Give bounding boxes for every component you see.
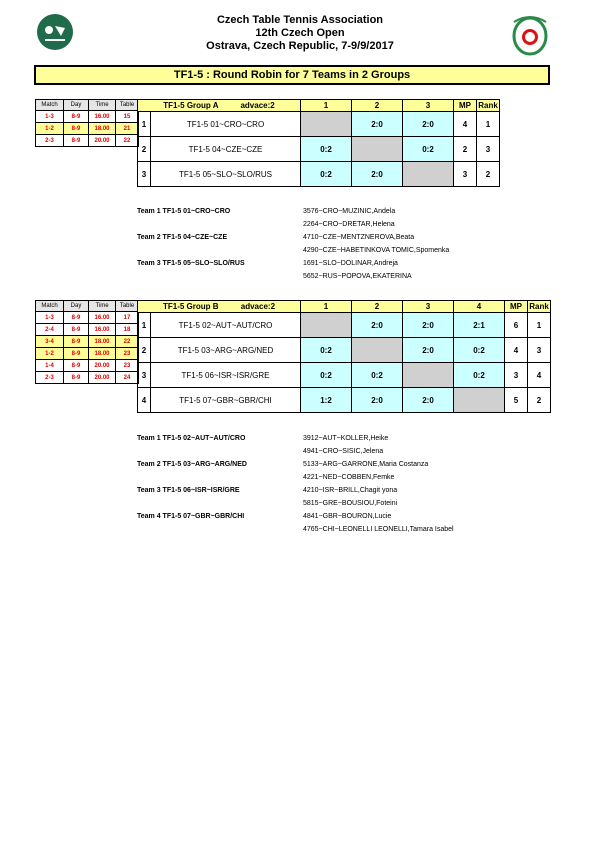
result-cell: 2:1 [454, 313, 505, 338]
event-title: TF1-5 : Round Robin for 7 Teams in 2 Groups [34, 65, 550, 85]
rank: 3 [477, 137, 500, 162]
match-points: 3 [454, 162, 477, 187]
roster-player: 4221~NED~COBBEN,Femke [303, 474, 395, 481]
schedule-day: 8-9 [64, 135, 89, 147]
group-a-title: TF1-5 Group A [163, 101, 219, 110]
schedule-row [36, 372, 139, 384]
schedule-match: 2-3 [36, 372, 64, 384]
group-a-rank-header: Rank [478, 101, 498, 110]
col-table: Table [116, 301, 139, 312]
schedule-match: 2-3 [36, 135, 64, 147]
roster-team: Team 3 TF1-5 06~ISR~ISR/GRE [137, 487, 240, 494]
roster-team: Team 2 TF1-5 03~ARG~ARG/NED [137, 461, 247, 468]
roster-player: 4765~CHI~LEONELLI LEONELLI,Tamara Isabel [303, 526, 454, 533]
col-day: Day [64, 301, 89, 312]
roster-player: 1691~SLO~DOLINAR,Andreja [303, 260, 398, 267]
schedule-table: 15 [116, 111, 139, 123]
schedule-table: 17 [116, 312, 139, 324]
team-name: TF1-5 07~GBR~GBR/CHI [151, 388, 301, 413]
result-cell: 0:2 [301, 137, 352, 162]
schedule-time: 18.00 [89, 336, 116, 348]
col-match: Match [36, 100, 64, 111]
result-cell: 1:2 [301, 388, 352, 413]
team-name: TF1-5 01~CRO~CRO [151, 112, 301, 137]
schedule-row [36, 123, 139, 135]
rank: 2 [477, 162, 500, 187]
col-table: Table [116, 100, 139, 111]
schedule-day: 8-9 [64, 348, 89, 360]
schedule-table: 23 [116, 348, 139, 360]
roster-player: 5652~RUS~POPOVA,EKATERINA [303, 273, 412, 280]
schedule-table: 23 [116, 360, 139, 372]
roster-team: Team 3 TF1-5 05~SLO~SLO/RUS [137, 260, 245, 267]
schedule-day: 8-9 [64, 123, 89, 135]
roster-team: Team 1 TF1-5 01~CRO~CRO [137, 208, 231, 215]
result-cell: 2:0 [403, 338, 454, 363]
rank: 4 [528, 363, 551, 388]
schedule-day: 8-9 [64, 312, 89, 324]
result-cell: 0:2 [301, 338, 352, 363]
match-points: 6 [505, 313, 528, 338]
schedule-time: 20.00 [89, 135, 116, 147]
result-cell: 2:0 [352, 162, 403, 187]
roster-player: 4941~CRO~SISIC,Jelena [303, 448, 384, 455]
result-cell: 2:0 [403, 388, 454, 413]
schedule-match: 1-2 [36, 348, 64, 360]
team-number: 1 [138, 112, 151, 137]
roster-player: 4290~CZE~HABETINKOVA TOMIC,Spomenka [303, 247, 450, 254]
result-cell: 2:0 [352, 388, 403, 413]
schedule-time: 16.00 [89, 111, 116, 123]
standings-row [138, 338, 551, 363]
group-a-title-cell [138, 100, 301, 112]
roster-player: 3576~CRO~MUZINIC,Andela [303, 208, 396, 215]
schedule-day: 8-9 [64, 111, 89, 123]
result-cell: 0:2 [403, 137, 454, 162]
group-b-table [137, 300, 551, 413]
result-cell [301, 313, 352, 338]
group-b-rank-header: Rank [529, 302, 549, 311]
result-cell [301, 112, 352, 137]
col-time: Time [89, 100, 116, 111]
schedule-time: 20.00 [89, 372, 116, 384]
page-header [0, 14, 600, 53]
group-b-advance: advace:2 [240, 302, 276, 311]
standings-row [138, 137, 500, 162]
result-cell [352, 338, 403, 363]
team-number: 4 [138, 388, 151, 413]
group-b-title-cell [138, 301, 301, 313]
group-a-schedule [35, 99, 139, 147]
schedule-time: 20.00 [89, 360, 116, 372]
result-cell: 0:2 [352, 363, 403, 388]
result-cell [403, 162, 454, 187]
team-number: 2 [138, 137, 151, 162]
group-b-title: TF1-5 Group B [162, 302, 219, 311]
schedule-match: 1-3 [36, 312, 64, 324]
roster-team: Team 4 TF1-5 07~GBR~GBR/CHI [137, 513, 245, 520]
group-a-advance: advace:2 [240, 101, 275, 110]
schedule-match: 2-4 [36, 324, 64, 336]
roster-player: 5815~GRE~BOUSIOU,Foteini [303, 500, 398, 507]
roster-player: 4710~CZE~MENTZNEROVA,Beata [303, 234, 415, 241]
schedule-table: 22 [116, 336, 139, 348]
schedule-row [36, 348, 139, 360]
schedule-day: 8-9 [64, 336, 89, 348]
roster-player: 4841~GBR~BOURON,Lucie [303, 513, 392, 520]
schedule-day: 8-9 [64, 324, 89, 336]
schedule-match: 3-4 [36, 336, 64, 348]
result-cell: 0:2 [301, 162, 352, 187]
result-cell [454, 388, 505, 413]
group-b-col-1: 1 [301, 301, 352, 313]
match-points: 2 [454, 137, 477, 162]
schedule-row [36, 111, 139, 123]
group-a-col-3: 3 [403, 100, 454, 112]
rank: 3 [528, 338, 551, 363]
schedule-row [36, 135, 139, 147]
roster-player: 5133~ARG~GARRONE,Maria Costanza [303, 461, 429, 468]
group-a-table [137, 99, 500, 187]
schedule-match: 1-4 [36, 360, 64, 372]
group-b-col-4: 4 [454, 301, 505, 313]
standings-row [138, 313, 551, 338]
header-line3: Ostrava, Czech Republic, 7-9/9/2017 [206, 40, 394, 52]
schedule-table: 18 [116, 324, 139, 336]
result-cell: 2:0 [403, 112, 454, 137]
group-b-col-3: 3 [403, 301, 454, 313]
result-cell: 0:2 [454, 363, 505, 388]
header-line2: 12th Czech Open [255, 27, 345, 39]
team-name: TF1-5 03~ARG~ARG/NED [151, 338, 301, 363]
col-time: Time [89, 301, 116, 312]
result-cell: 2:0 [352, 112, 403, 137]
col-match: Match [36, 301, 64, 312]
schedule-table: 21 [116, 123, 139, 135]
result-cell: 2:0 [352, 313, 403, 338]
rank: 1 [528, 313, 551, 338]
schedule-table: 22 [116, 135, 139, 147]
group-b-mp-header: MP [505, 301, 528, 313]
col-day: Day [64, 100, 89, 111]
team-number: 3 [138, 162, 151, 187]
team-name: TF1-5 02~AUT~AUT/CRO [151, 313, 301, 338]
roster-player: 2264~CRO~DRETAR,Helena [303, 221, 395, 228]
result-cell: 0:2 [301, 363, 352, 388]
header-line1: Czech Table Tennis Association [216, 14, 384, 26]
rank: 1 [477, 112, 500, 137]
schedule-day: 8-9 [64, 372, 89, 384]
team-name: TF1-5 05~SLO~SLO/RUS [151, 162, 301, 187]
result-cell: 2:0 [403, 313, 454, 338]
schedule-time: 16.00 [89, 324, 116, 336]
standings-row [138, 112, 500, 137]
standings-row [138, 363, 551, 388]
match-points: 3 [505, 363, 528, 388]
group-a-col-2: 2 [352, 100, 403, 112]
schedule-match: 1-3 [36, 111, 64, 123]
standings-row [138, 162, 500, 187]
result-cell [403, 363, 454, 388]
result-cell: 0:2 [454, 338, 505, 363]
team-number: 3 [138, 363, 151, 388]
roster-player: 4210~ISR~BRILL,Chagit yona [303, 487, 398, 494]
standings-row [138, 388, 551, 413]
schedule-row [36, 360, 139, 372]
result-cell [352, 137, 403, 162]
schedule-time: 18.00 [89, 123, 116, 135]
match-points: 4 [454, 112, 477, 137]
schedule-time: 18.00 [89, 348, 116, 360]
match-points: 5 [505, 388, 528, 413]
roster-team: Team 2 TF1-5 04~CZE~CZE [137, 234, 228, 241]
match-points: 4 [505, 338, 528, 363]
team-name: TF1-5 06~ISR~ISR/GRE [151, 363, 301, 388]
group-a-col-1: 1 [301, 100, 352, 112]
group-b-schedule [35, 300, 139, 384]
schedule-match: 1-2 [36, 123, 64, 135]
schedule-time: 16.00 [89, 312, 116, 324]
group-b-col-2: 2 [352, 301, 403, 313]
roster-player: 3912~AUT~KOLLER,Heike [303, 435, 389, 442]
team-number: 2 [138, 338, 151, 363]
schedule-table: 24 [116, 372, 139, 384]
team-name: TF1-5 04~CZE~CZE [151, 137, 301, 162]
team-number: 1 [138, 313, 151, 338]
schedule-day: 8-9 [64, 360, 89, 372]
schedule-row [36, 336, 139, 348]
schedule-row [36, 324, 139, 336]
group-a-mp-header: MP [454, 100, 477, 112]
roster-team: Team 1 TF1-5 02~AUT~AUT/CRO [137, 435, 246, 442]
rank: 2 [528, 388, 551, 413]
schedule-row [36, 312, 139, 324]
